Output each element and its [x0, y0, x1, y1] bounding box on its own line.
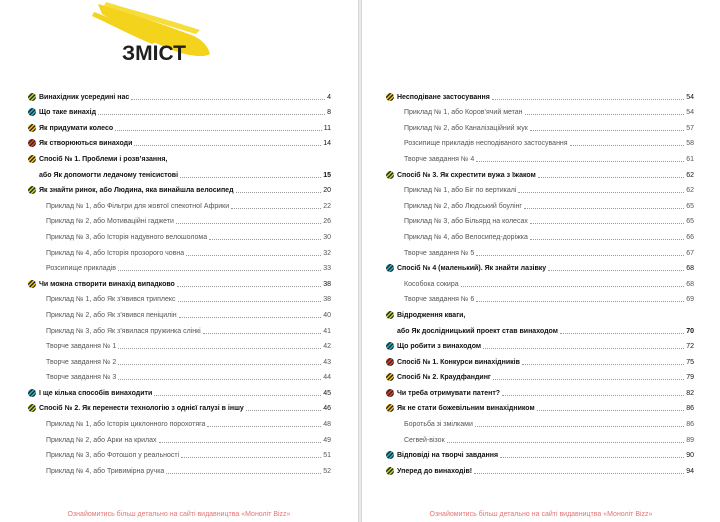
- dot-leader: [476, 301, 684, 302]
- toc-page-number: 8: [327, 109, 331, 117]
- toc-page-number: 65: [686, 202, 694, 210]
- toc-label: Приклад № 2, або Як з’явився пеніцилін: [46, 311, 177, 319]
- toc-entry[interactable]: [28, 382, 331, 398]
- dot-leader: [178, 301, 322, 302]
- dot-leader: [209, 239, 321, 240]
- toc-entry[interactable]: [386, 367, 694, 383]
- toc-subentry[interactable]: [28, 445, 331, 461]
- toc-page-number: 68: [686, 280, 694, 288]
- dot-leader: [131, 99, 325, 100]
- dot-leader: [475, 426, 684, 427]
- toc-label: Що таке винахід: [39, 109, 97, 117]
- teal-bullet-icon: [28, 108, 36, 116]
- green-bullet-icon: [28, 93, 36, 101]
- toc-label: Творче завдання № 1: [46, 343, 117, 351]
- toc-page-number: 69: [686, 296, 694, 304]
- toc-page-number: 40: [323, 311, 331, 319]
- toc-label: Творче завдання № 4: [404, 155, 475, 163]
- toc-page-number: 89: [686, 436, 694, 444]
- toc-subentry[interactable]: [386, 117, 694, 133]
- toc-entry[interactable]: [386, 351, 694, 367]
- yellow-bullet-icon: [28, 155, 36, 163]
- toc-label: Спосіб № 2. Краудфандинг: [397, 374, 491, 382]
- toc-page-number: 86: [686, 405, 694, 413]
- toc-page-number: 90: [686, 452, 694, 460]
- dot-leader: [118, 379, 321, 380]
- toc-label: Творче завдання № 5: [404, 249, 475, 257]
- toc-page-number: 68: [686, 265, 694, 273]
- dot-leader: [159, 442, 322, 443]
- toc-page-number: 54: [686, 93, 694, 101]
- dot-leader: [154, 395, 321, 396]
- toc-page-number: 75: [686, 358, 694, 366]
- toc-page-number: 41: [323, 327, 331, 335]
- dot-leader: [530, 239, 684, 240]
- toc-entry[interactable]: [28, 117, 331, 133]
- toc-page-number: 14: [323, 140, 331, 148]
- toc-page-number: 20: [323, 187, 331, 195]
- toc-label: І ще кілька способів винаходити: [39, 389, 153, 397]
- toc-subentry[interactable]: [28, 226, 331, 242]
- toc-subentry[interactable]: [386, 148, 694, 164]
- toc-entry[interactable]: [386, 445, 694, 461]
- toc-label: Приклад № 4, або Велосипед-доріжка: [404, 233, 528, 241]
- toc-label: Відродження кваги,: [397, 311, 466, 319]
- toc-entry[interactable]: [386, 86, 694, 102]
- toc-page-number: 38: [323, 280, 331, 288]
- toc-page-number: 70: [686, 327, 694, 335]
- dot-leader: [537, 410, 685, 411]
- toc-page-number: 79: [686, 374, 694, 382]
- toc-page-number: 26: [323, 218, 331, 226]
- dot-leader: [502, 395, 684, 396]
- toc-page-number: 94: [686, 467, 694, 475]
- toc-page-number: 82: [686, 389, 694, 397]
- green-bullet-icon: [386, 171, 394, 179]
- toc-left: [28, 86, 331, 476]
- toc-subentry[interactable]: [28, 211, 331, 227]
- dot-leader: [186, 255, 321, 256]
- toc-label: Приклад № 4, або Тривимірна ручка: [46, 467, 165, 475]
- dot-leader: [525, 114, 685, 115]
- toc-label: Приклад № 1, або Коров’ячий метан: [404, 109, 523, 117]
- toc-subentry[interactable]: [386, 133, 694, 149]
- toc-label: Приклад № 1, або Як з’явився триплекс: [46, 296, 176, 304]
- toc-page-number: 49: [323, 436, 331, 444]
- toc-label: Розсипище прикладів несподіваного застосування: [404, 140, 568, 148]
- yellow-bullet-icon: [28, 124, 36, 132]
- green-bullet-icon: [28, 404, 36, 412]
- toc-subentry[interactable]: [386, 180, 694, 196]
- toc-page-number: 66: [686, 233, 694, 241]
- toc-page-number: 58: [686, 140, 694, 148]
- toc-subentry[interactable]: [28, 367, 331, 383]
- toc-subentry[interactable]: [386, 211, 694, 227]
- toc-page-number: 30: [323, 233, 331, 241]
- toc-subentry[interactable]: [28, 320, 331, 336]
- toc-label: Творче завдання № 2: [46, 358, 117, 366]
- toc-page-number: 42: [323, 343, 331, 351]
- toc-page-number: 48: [323, 421, 331, 429]
- toc-label: Як створюються винаходи: [39, 140, 133, 148]
- toc-subentry[interactable]: [386, 273, 694, 289]
- teal-bullet-icon: [386, 451, 394, 459]
- yellow-bullet-icon: [386, 404, 394, 412]
- dot-leader: [180, 177, 321, 178]
- toc-page-number: 32: [323, 249, 331, 257]
- toc-entry[interactable]: [386, 320, 694, 336]
- dot-leader: [493, 379, 684, 380]
- toc-subentry[interactable]: [28, 304, 331, 320]
- toc-page-number: 22: [323, 202, 331, 210]
- toc-subentry[interactable]: [28, 336, 331, 352]
- toc-page-number: 86: [686, 421, 694, 429]
- toc-subentry[interactable]: [28, 289, 331, 305]
- teal-bullet-icon: [386, 342, 394, 350]
- toc-page-number: 62: [686, 187, 694, 195]
- toc-label: Приклад № 4, або Історія прозорого човна: [46, 249, 185, 257]
- toc-label: Приклад № 1, або Історія циклонного порохотяга: [46, 421, 206, 429]
- toc-page-number: 51: [323, 452, 331, 460]
- heading-title: ЗМІСТ: [122, 42, 186, 65]
- toc-entry[interactable]: [386, 460, 694, 476]
- dot-leader: [530, 223, 684, 224]
- toc-page-number: 15: [323, 171, 331, 179]
- toc-label: Приклад № 3, або Більярд на колесах: [404, 218, 528, 226]
- dot-leader: [461, 286, 685, 287]
- teal-bullet-icon: [386, 264, 394, 272]
- toc-subentry[interactable]: [386, 429, 694, 445]
- dot-leader: [203, 333, 321, 334]
- toc-label: Винахідник усередині нас: [39, 93, 130, 101]
- toc-label: Як знайти ринок, або Людина, яка винайшла велосипед: [39, 187, 234, 195]
- toc-label: Боротьба зі змілками: [404, 421, 473, 429]
- dot-leader: [181, 457, 321, 458]
- toc-label: Розсипище прикладів: [46, 265, 117, 273]
- toc-page-number: 33: [323, 265, 331, 273]
- toc-page-number: 65: [686, 218, 694, 226]
- toc-page-number: 38: [323, 296, 331, 304]
- yellow-bullet-icon: [386, 93, 394, 101]
- toc-subentry[interactable]: [28, 258, 331, 274]
- dot-leader: [530, 130, 684, 131]
- toc-subentry[interactable]: [386, 195, 694, 211]
- dot-leader: [476, 161, 684, 162]
- toc-label: або Як дослідницький проект став винаходом: [397, 327, 558, 335]
- toc-page-number: 45: [323, 389, 331, 397]
- teal-bullet-icon: [28, 389, 36, 397]
- dot-leader: [570, 145, 685, 146]
- dot-leader: [483, 348, 684, 349]
- dot-leader: [548, 270, 684, 271]
- toc-label: Кособока сокира: [404, 280, 459, 288]
- dot-leader: [500, 457, 684, 458]
- toc-entry[interactable]: [28, 398, 331, 414]
- dot-leader: [447, 442, 685, 443]
- dot-leader: [236, 192, 322, 193]
- toc-page-number: 67: [686, 249, 694, 257]
- heading-brush-logo: [92, 0, 222, 80]
- dot-leader: [474, 473, 684, 474]
- toc-page-number: 61: [686, 155, 694, 163]
- toc-label: Приклад № 1, або Біг по вертикалі: [404, 187, 517, 195]
- toc-entry[interactable]: [386, 304, 694, 320]
- toc-subentry[interactable]: [28, 242, 331, 258]
- toc-label: Приклад № 2, або Людський боулінг: [404, 202, 522, 210]
- left-page: [0, 0, 358, 522]
- toc-page-number: 4: [327, 93, 331, 101]
- dot-leader: [118, 364, 321, 365]
- toc-page-number: 72: [686, 343, 694, 351]
- toc-label: Що робити з винаходом: [397, 343, 482, 351]
- dot-leader: [492, 99, 684, 100]
- toc-label: Як придумати колесо: [39, 124, 114, 132]
- dot-leader: [476, 255, 684, 256]
- yellow-bullet-icon: [386, 373, 394, 381]
- dot-leader: [177, 286, 321, 287]
- toc-entry[interactable]: [386, 164, 694, 180]
- toc-subentry[interactable]: [386, 289, 694, 305]
- toc-entry[interactable]: [386, 336, 694, 352]
- toc-entry[interactable]: [386, 258, 694, 274]
- toc-label: Творче завдання № 3: [46, 374, 117, 382]
- toc-label: або Як допомогти ледачому тенісистові: [39, 171, 179, 179]
- right-page: [362, 0, 720, 522]
- toc-page-number: 52: [323, 467, 331, 475]
- dot-leader: [538, 177, 684, 178]
- toc-subentry[interactable]: [28, 195, 331, 211]
- toc-label: Приклад № 2, або Мотиваційні гаджети: [46, 218, 174, 226]
- dot-leader: [118, 348, 321, 349]
- dot-leader: [231, 208, 321, 209]
- toc-label: Чи треба отримувати патент?: [397, 389, 501, 397]
- toc-entry[interactable]: [28, 180, 331, 196]
- toc-label: Сегвей-візок: [404, 436, 445, 444]
- dot-leader: [518, 192, 684, 193]
- green-bullet-icon: [28, 186, 36, 194]
- toc-subentry[interactable]: [386, 102, 694, 118]
- dot-leader: [560, 333, 684, 334]
- toc-label: Приклад № 2, або Арки на крилах: [46, 436, 157, 444]
- toc-label: Спосіб № 3. Як схрестити вужа з їжаком: [397, 171, 536, 179]
- toc-label: Чи можна створити винахід випадково: [39, 280, 175, 288]
- dot-leader: [176, 223, 321, 224]
- yellow-bullet-icon: [28, 280, 36, 288]
- toc-entry[interactable]: [28, 148, 331, 164]
- toc-page-number: 54: [686, 109, 694, 117]
- toc-page-number: 46: [323, 405, 331, 413]
- toc-entry[interactable]: [28, 102, 331, 118]
- toc-label: Приклад № 3, або Як з’явилася пружинка слінкі: [46, 327, 201, 335]
- toc-entry[interactable]: [28, 86, 331, 102]
- publisher-footer-link[interactable]: Ознайомитись більш детально на сайті видавництва «Моноліт Bizz»: [67, 511, 291, 518]
- dot-leader: [118, 270, 321, 271]
- toc-page-number: 62: [686, 171, 694, 179]
- toc-entry[interactable]: [28, 164, 331, 180]
- toc-entry[interactable]: [28, 273, 331, 289]
- toc-subentry[interactable]: [386, 226, 694, 242]
- toc-page-number: 43: [323, 358, 331, 366]
- publisher-footer-link[interactable]: Ознайомитись більш детально на сайті видавництва «Моноліт Bizz»: [429, 511, 653, 518]
- toc-label: Приклад № 3, або Історія надувного велошолома: [46, 233, 208, 241]
- toc-subentry[interactable]: [28, 413, 331, 429]
- toc-label: Уперед до винаходів!: [397, 467, 473, 475]
- red-bullet-icon: [386, 389, 394, 397]
- dot-leader: [134, 145, 321, 146]
- toc-page-number: 44: [323, 374, 331, 382]
- dot-leader: [115, 130, 322, 131]
- toc-subentry[interactable]: [386, 242, 694, 258]
- dot-leader: [166, 473, 321, 474]
- toc-label: Спосіб № 2. Як перенести технологію з однієї галузі в іншу: [39, 405, 244, 413]
- red-bullet-icon: [28, 139, 36, 147]
- toc-label: Приклад № 2, або Каналізаційний жук: [404, 124, 528, 132]
- dot-leader: [207, 426, 321, 427]
- toc-subentry[interactable]: [28, 460, 331, 476]
- toc-page-number: 11: [323, 124, 331, 132]
- toc-subentry[interactable]: [28, 429, 331, 445]
- toc-label: Приклад № 3, або Фотошоп у реальності: [46, 452, 180, 460]
- toc-entry[interactable]: [28, 133, 331, 149]
- toc-page-number: 57: [686, 124, 694, 132]
- dot-leader: [524, 208, 684, 209]
- toc-label: Несподіване застосування: [397, 93, 490, 101]
- toc-label: Приклад № 1, або Фільтри для жовтої спекотної Африки: [46, 202, 230, 210]
- dot-leader: [179, 317, 322, 318]
- toc-right: [386, 86, 694, 476]
- dot-leader: [522, 364, 684, 365]
- green-bullet-icon: [386, 311, 394, 319]
- toc-label: Як не стати божевільним винахідником: [397, 405, 535, 413]
- toc-entry[interactable]: [386, 398, 694, 414]
- red-bullet-icon: [386, 358, 394, 366]
- toc-label: Спосіб № 4 (маленький). Як знайти лазівку: [397, 265, 547, 273]
- toc-subentry[interactable]: [386, 413, 694, 429]
- toc-subentry[interactable]: [28, 351, 331, 367]
- dot-leader: [98, 114, 325, 115]
- toc-label: Спосіб № 1. Конкурси винахідників: [397, 358, 520, 366]
- toc-entry[interactable]: [386, 382, 694, 398]
- toc-label: Відповіді на творчі завдання: [397, 452, 499, 460]
- toc-label: Творче завдання № 6: [404, 296, 475, 304]
- toc-label: Спосіб № 1. Проблеми і розв’язання,: [39, 155, 168, 163]
- dot-leader: [246, 410, 321, 411]
- green-bullet-icon: [386, 467, 394, 475]
